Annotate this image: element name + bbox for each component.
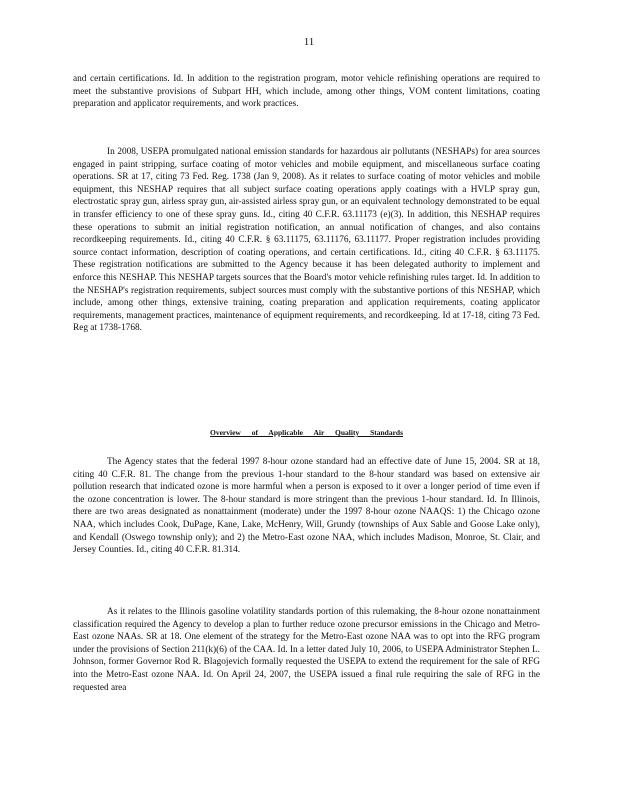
page-number: 11 — [303, 36, 315, 48]
section-heading: Overview of Applicable Air Quality Standards — [210, 428, 403, 437]
paragraph-continuation: and certain certifications. Id. In addition to the registration program, motor vehicle refinishing operations are required to meet the substantive provisions of Subpart HH, which include, among other things, VOM content limitations, coating preparation and applicator requirements, and work practices. — [73, 74, 540, 110]
paragraph-gasoline-volatility: As it relates to the Illinois gasoline volatility standards portion of this rulemaking, the 8-hour ozone nonattainment classification required the Agency to develop a plan to further reduce ozone precursor emissions in the Chicago and Metro-East ozone NAAs. SR at 18. One element of the strategy for the Metro-East ozone NAA was to opt into the RFG program under the provisions of Section 211(k)(6) of the CAA. Id. In a letter dated July 10, 2006, to USEPA Administrator Stephen L. Johnson, former Governor Rod R. Blagojevich formally requested the USEPA to extend the requirement for the sale of RFG into the Metro-East ozone NAA. Id. On April 24, 2007, the USEPA issued a final rule requiring the sale of RFG in the requested area — [73, 607, 540, 693]
paragraph-ozone-standard: The Agency states that the federal 1997 8-hour ozone standard had an effective date of June 15, 2004. SR at 18, citing 40 C.F.R. 81. The change from the previous 1-hour standard to the 8-hour standard was based on extensive air pollution research that indicated ozone is more harmful when a person is exposed to it over a longer period of time even if the ozone concentration is lower. The 8-hour standard is more stringent than the previous 1-hour standard. Id. In Illinois, there are two areas designated as nonattainment (moderate) under the 1997 8-hour ozone NAAQS: 1) the Chicago ozone NAA, which includes Cook, DuPage, Kane, Lake, McHenry, Will, Grundy (townships of Aux Sable and Goose Lake only), and Kendall (Oswego township only); and 2) the Metro-East ozone NAA, which includes Madison, Monroe, St. Clair, and Jersey Counties. Id., citing 40 C.F.R. 81.314. — [73, 457, 540, 556]
paragraph-neshap: In 2008, USEPA promulgated national emission standards for hazardous air pollutants (NESHAPs) for area sources engaged in paint stripping, surface coating of motor vehicles and mobile equipment, and miscellaneous surface coating operations. SR at 17, citing 73 Fed. Reg. 1738 (Jan 9, 2008). As it relates to surface coating of motor vehicles and mobile equipment, this NESHAP requires that all subject surface coating operations apply coatings with a HVLP spray gun, electrostatic spray gun, airless spray gun, air-assisted airless spray gun, or an equivalent technology demonstrated to be equal in transfer efficiency to one of these spray guns. Id., citing 40 C.F.R. 63.11173 (e)(3). In addition, this NESHAP requires these operations to submit an initial registration notification, an annual notification of changes, and also contains recordkeeping requirements. Id., citing 40 C.F.R. § 63.11175, 63.11176, 63.11177. Proper registration includes providing source contact information, description of coating operations, and certain certifications. Id., citing 40 C.F.R. § 63.11175. These registration notifications are submitted to the Agency because it has been delegated authority to implement and enforce this NESHAP. This NESHAP targets sources that the Board's motor vehicle refinishing rules target. Id. In addition to the NESHAP's registration requirements, subject sources must comply with the substantive portions of this NESHAP, which include, among other things, extensive training, coating preparation and application requirements, coating applicator requirements, management practices, maintenance of equipment requirements, and recordkeeping. Id at 17-18, citing 73 Fed. Reg at 1738-1768. — [73, 147, 540, 334]
